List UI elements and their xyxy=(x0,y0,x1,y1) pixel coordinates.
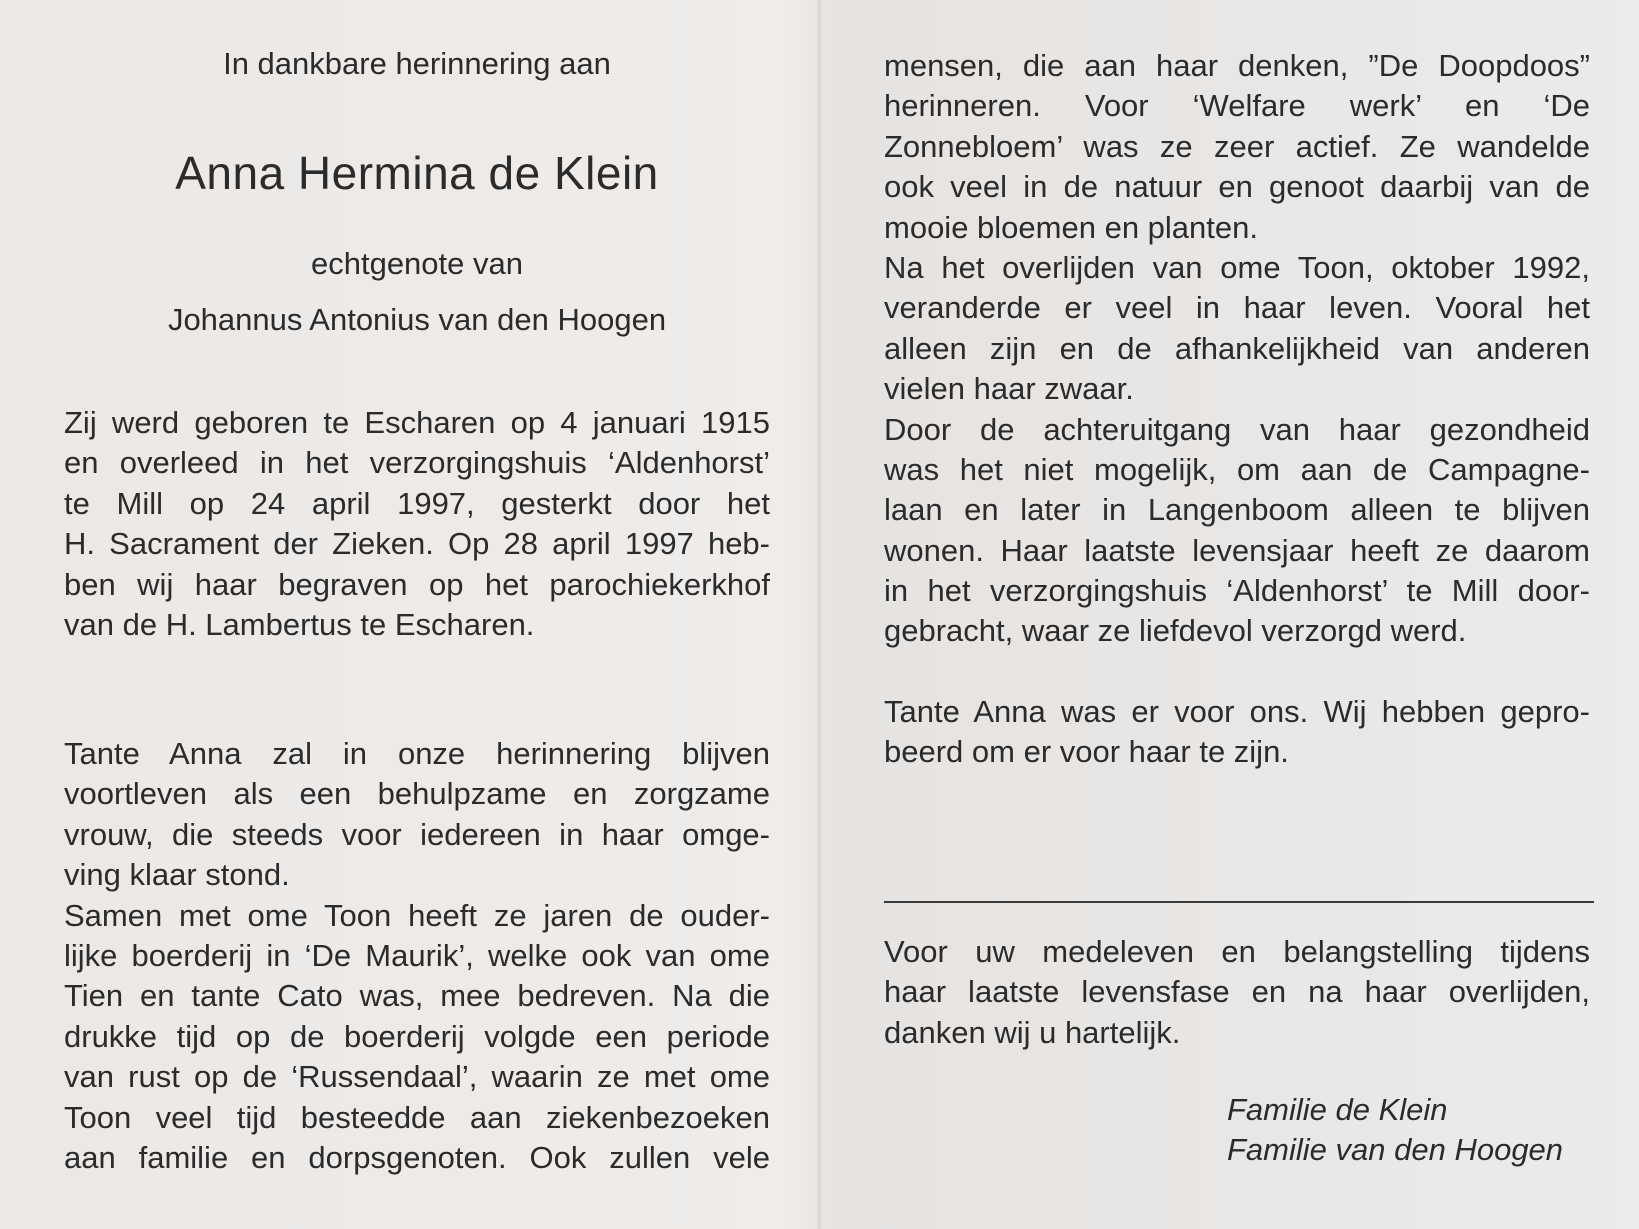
text-line: gebracht, waar ze liefdevol verzorgd werd. xyxy=(884,613,1467,649)
text-line: H. Sacrament der Zieken. Op 28 april 1997 heb- xyxy=(64,526,770,562)
text-line: Zij werd geboren te Escharen op 4 januari 1915 xyxy=(64,405,770,440)
closing-paragraph xyxy=(884,692,1590,773)
text-line: Toon veel tijd besteedde aan ziekenbezoeken xyxy=(64,1099,770,1135)
text-line: Door de achteruitgang van haar gezondheid xyxy=(884,411,1590,447)
text-line: Tien en tante Cato was, mee bedreven. Na die xyxy=(64,978,770,1014)
text-line: danken wij u hartelijk. xyxy=(884,1014,1181,1050)
text-line: en overleed in het verzorgingshuis ‘Aldenhorst’ xyxy=(64,445,770,481)
card-fold xyxy=(817,0,823,1229)
text-line: was het niet mogelijk, om aan de Campagne- xyxy=(884,451,1590,487)
text-line: herinneren. Voor ‘Welfare werk’ en ‘De xyxy=(884,88,1590,124)
deceased-name: Anna Hermina de Klein xyxy=(175,147,659,199)
text-line: Na het overlijden van ome Toon, oktober 1992, xyxy=(884,249,1590,285)
divider-line xyxy=(884,901,1594,903)
text-line: mooie bloemen en planten. xyxy=(884,209,1258,245)
text-line: van de H. Lambertus te Escharen. xyxy=(64,606,535,642)
text-line: vielen haar zwaar. xyxy=(884,371,1134,407)
spouse-intro: echtgenote van xyxy=(310,246,523,281)
text-line: ben wij haar begraven op het parochiekerkhof xyxy=(64,566,770,602)
birth-paragraph xyxy=(64,403,770,645)
text-line: voortleven als een behulpzame en zorgzame xyxy=(64,776,770,812)
text-line: van rust op de ‘Russendaal’, waarin ze met ome xyxy=(64,1059,770,1095)
text-line: in het verzorgingshuis ‘Aldenhorst’ te Mill door- xyxy=(884,573,1590,609)
text-line: beerd om er voor haar te zijn. xyxy=(884,734,1289,770)
signature-family-de-klein: Familie de Klein xyxy=(1227,1092,1448,1127)
text-line: veranderde er veel in haar leven. Vooral het xyxy=(884,290,1590,326)
text-line: Zonnebloem’ was ze zeer actief. Ze wandelde xyxy=(884,128,1590,164)
text-line: wonen. Haar laatste levensjaar heeft ze daarom xyxy=(884,532,1590,568)
memory-paragraph xyxy=(64,734,770,1178)
text-line: laan en later in Langenboom alleen te blijven xyxy=(884,492,1590,528)
text-line: vrouw, die steeds voor iedereen in haar omge- xyxy=(64,816,770,852)
text-line: Tante Anna zal in onze herinnering blijven xyxy=(64,736,770,771)
text-line: aan familie en dorpsgenoten. Ook zullen vele xyxy=(64,1139,770,1175)
signature-family-van-den-hoogen: Familie van den Hoogen xyxy=(1227,1132,1564,1167)
main-paragraph xyxy=(884,46,1590,652)
text-line: haar laatste levensfase en na haar overlijden, xyxy=(884,974,1590,1010)
text-line: Samen met ome Toon heeft ze jaren de ouder- xyxy=(64,897,770,933)
text-line: Voor uw medeleven en belangstelling tijdens xyxy=(884,934,1590,969)
text-line: lijke boerderij in ‘De Maurik’, welke ook van ome xyxy=(64,937,770,973)
text-line: ook veel in de natuur en genoot daarbij van de xyxy=(884,169,1590,205)
text-line: te Mill op 24 april 1997, gesterkt door het xyxy=(64,485,770,521)
text-line: drukke tijd op de boerderij volgde een periode xyxy=(64,1018,770,1054)
text-line: ving klaar stond. xyxy=(64,857,290,893)
text-line: mensen, die aan haar denken, ”De Doopdoos” xyxy=(884,48,1590,83)
text-line: alleen zijn en de afhankelijkheid van anderen xyxy=(884,330,1590,366)
intro-text: In dankbare herinnering aan xyxy=(223,46,611,81)
spouse-name: Johannus Antonius van den Hoogen xyxy=(167,302,667,337)
text-line: Tante Anna was er voor ons. Wij hebben gepro- xyxy=(884,694,1590,729)
thanks-paragraph xyxy=(884,932,1590,1053)
